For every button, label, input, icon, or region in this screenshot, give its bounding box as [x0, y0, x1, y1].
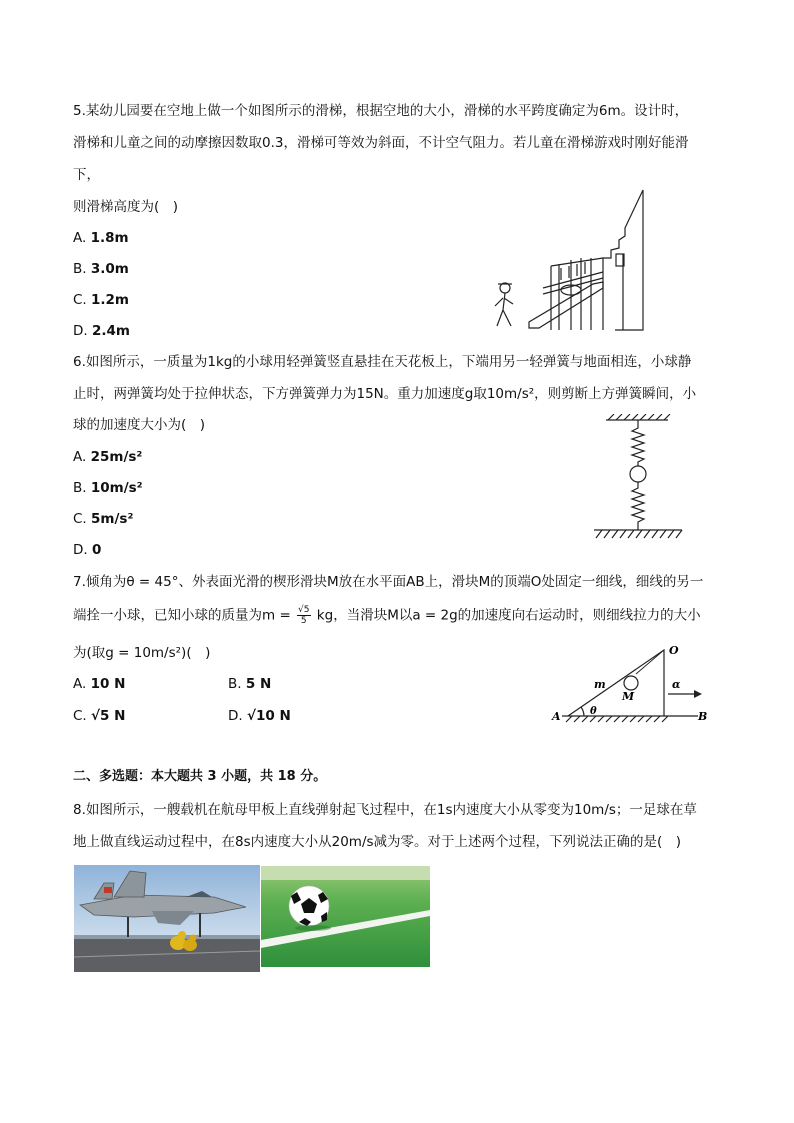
- q6-option-a[interactable]: A. 25m/s²: [73, 449, 143, 465]
- label-m-large: M: [622, 690, 635, 703]
- q5-stem-line3: 下，: [73, 167, 100, 183]
- q7-option-d[interactable]: D. √10 N: [228, 708, 291, 724]
- q5-option-c[interactable]: C. 1.2m: [73, 292, 129, 308]
- q8-stem-line2: 地上做直线运动过程中，在8s内速度大小从20m/s减为零。对于上述两个过程，下列说法正确的是( ): [73, 834, 682, 850]
- q5-stem-line4: 则滑梯高度为( ): [73, 199, 179, 215]
- q6-option-b[interactable]: B. 10m/s²: [73, 480, 143, 496]
- spring-figure: [588, 414, 684, 540]
- q7-option-c[interactable]: C. √5 N: [73, 708, 126, 724]
- q6-stem-line3: 球的加速度大小为( ): [73, 417, 206, 433]
- q5-option-a[interactable]: A. 1.8m: [73, 230, 129, 246]
- q6-stem-line2: 止时，两弹簧均处于拉伸状态，下方弹簧弹力为15N。重力加速度g取10m/s²，则剪断上方弹簧瞬间，小: [73, 386, 697, 402]
- wedge-figure: [548, 640, 718, 728]
- q5-stem-line2: 滑梯和儿童之间的动摩擦因数取0.3，滑梯可等效为斜面，不计空气阻力。若儿童在滑梯游戏时刚好能滑: [73, 135, 689, 151]
- q5-stem-line1: 5.某幼儿园要在空地上做一个如图所示的滑梯，根据空地的大小，滑梯的水平跨度确定为6m。设计时，: [73, 103, 689, 119]
- q7-stem-line1: 7.倾角为θ = 45°、外表面光滑的楔形滑块M放在水平面AB上，滑块M的顶端O处固定一细线，细线的另一: [73, 574, 704, 590]
- q7-option-a[interactable]: A. 10 N: [73, 676, 126, 692]
- label-o: O: [669, 644, 679, 657]
- q6-option-c[interactable]: C. 5m/s²: [73, 511, 134, 527]
- q7-option-b[interactable]: B. 5 N: [228, 676, 272, 692]
- slide-figure: [485, 188, 650, 336]
- label-alpha: α: [672, 678, 681, 691]
- carrier-jet-photo: [74, 865, 260, 972]
- label-a-point: A: [552, 710, 561, 723]
- mass-fraction: $\frac{√5}{5}$: [298, 605, 310, 626]
- label-theta: θ: [590, 706, 597, 717]
- q5-option-b[interactable]: B. 3.0m: [73, 261, 129, 277]
- q7-stem-line2: 端拴一小球，已知小球的质量为m = $\frac{√5}{5}$ kg，当滑块M以a = 2g的加速度向右运动时，则细线拉力的大小: [73, 605, 701, 626]
- label-m-small: m: [594, 678, 606, 691]
- q5-option-d[interactable]: D. 2.4m: [73, 323, 130, 339]
- soccer-ball-photo: [261, 866, 430, 967]
- q8-stem-line1: 8.如图所示，一艘载机在航母甲板上直线弹射起飞过程中，在1s内速度大小从零变为10m/s；一足球在草: [73, 802, 697, 818]
- q6-option-d[interactable]: D. 0: [73, 542, 102, 558]
- section-2-heading: 二、多选题：本大题共 3 小题，共 18 分。: [73, 769, 327, 784]
- q6-stem-line1: 6.如图所示，一质量为1kg的小球用轻弹簧竖直悬挂在天花板上，下端用另一轻弹簧与地面相连，小球静: [73, 354, 692, 370]
- q7-stem-line3: 为(取g = 10m/s²)( ): [73, 645, 211, 661]
- label-b-point: B: [698, 710, 708, 723]
